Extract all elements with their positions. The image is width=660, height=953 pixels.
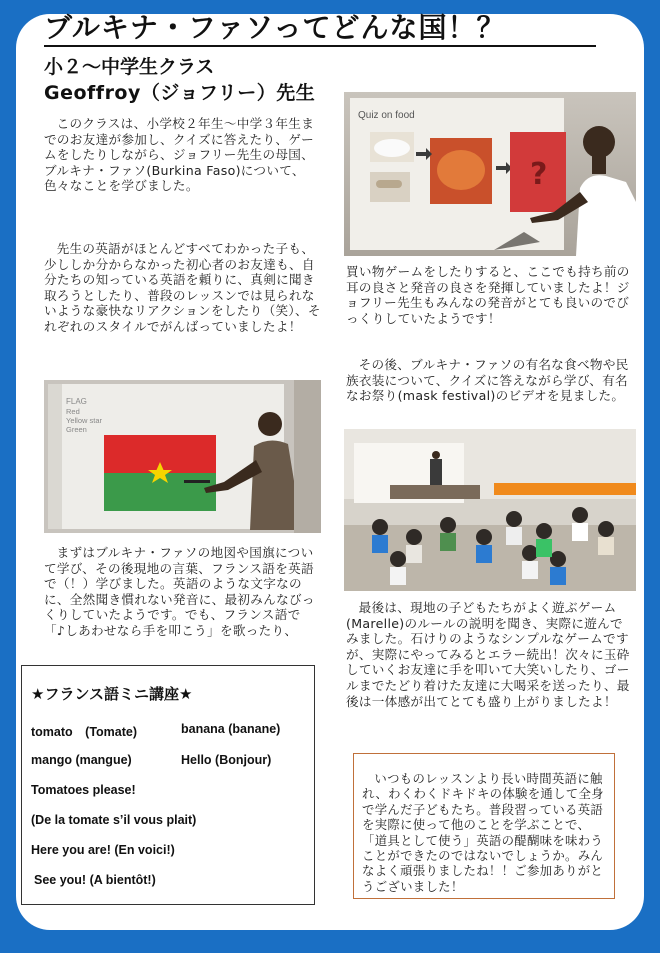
title-underline: [44, 45, 596, 47]
mini-lesson-tomatoes-please: Tomatoes please!: [31, 783, 136, 797]
intro-paragraph-2: 先生の英語がほとんどすべてわかった子も、少ししか分からなかった初心者のお友達も、自分たちの知っている英語を頼りに、真剣に聞き取ろうとしたり、普段のレッスンでは見られないような豪快なリアクションをしたり（笑）、それぞれのスタイルでがんばっていましたよ！: [44, 241, 321, 334]
mini-lesson-see-you: See you! (A bientôt!): [34, 873, 156, 887]
shopping-paragraph-2: その後、ブルキナ・ファソの有名な食べ物や民族衣装について、クイズに答えながら学び、有名なお祭り(mask festival)のビデオを見ました。: [346, 357, 629, 404]
shopping-paragraph-1: 買い物ゲームをしたりすると、ここでも持ち前の耳の良さと発音の良さを発揮していましたよ！ジョフリー先生もみんなの発音がとても良いのでびっくりしていたようです！: [346, 264, 630, 326]
flag-slide-line-2: Yellow star: [66, 416, 102, 425]
mini-lesson-here-you-are: Here you are! (En voici!): [31, 843, 175, 857]
french-mini-lesson-box: [21, 665, 315, 905]
mini-lesson-tomato: tomato (Tomate): [31, 725, 138, 739]
photo-group-game: [344, 429, 636, 591]
flag-slide-title: FLAG: [66, 397, 87, 406]
game-paragraph: 最後は、現地の子どもたちがよく遊ぶゲーム(Marelle)のルールの説明を聞き、実際に遊んでみました。石けりのようなシンプルなゲームですが、実際にやってみるとエラー続出！次々に玉砕していくお友達に手を叩いて大笑いしたり、ゴールまでたどり着けた友達に大喝采を送ったり、最後は一体感が出てとても盛り上がりましたよ！: [346, 600, 630, 709]
food-slide-question-mark: ?: [530, 157, 548, 192]
flag-slide-line-1: Red: [66, 407, 80, 416]
food-slide-title: Quiz on food: [358, 110, 415, 121]
teacher-name: Geoffroy（ジョフリー）先生: [44, 82, 316, 104]
class-name: 小２～中学生クラス: [44, 56, 215, 78]
flag-paragraph: まずはブルキナ・ファソの地図や国旗について学び、その後現地の言葉、フランス語を英語で（！）学びました。英語のような文字なのに、全然聞き慣れない発音に、最初みんなびっくりしていたようです。でも、フランス語で「♪しあわせなら手を叩こう」を歌ったり、: [44, 545, 315, 638]
page-title: ブルキナ・ファソってどんな国！？: [44, 11, 506, 44]
mini-lesson-mango: mango (mangue): [31, 753, 132, 767]
mini-lesson-heading: ★フランス語ミニ講座★: [31, 685, 193, 703]
mini-lesson-tomatoes-please-fr: (De la tomate s’il vous plait): [31, 813, 197, 827]
intro-paragraph-1: このクラスは、小学校２年生～中学３年生までのお友達が参加し、クイズに答えたり、ゲームをしたりしながら、ジョフリー先生の母国、ブルキナ・ファソ(Burkina Faso)について、色々なことを学びました。: [44, 116, 315, 194]
closing-text: いつものレッスンより長い時間英語に触れ、わくわくドキドキの体験を通して全身で学んだ子どもたち。普段習っている英語を実際に使って他のことを学ぶことで、「道具として使う」英語の醍醐味を味わうことができたのではないでしょうか。みんなよく頑張りましたね！！ご参加ありがとうございました！: [362, 771, 604, 894]
closing-message-box: [353, 753, 615, 899]
photo-flag-lesson: [44, 380, 321, 533]
mini-lesson-hello: Hello (Bonjour): [181, 753, 272, 767]
flag-slide-line-3: Green: [66, 425, 87, 434]
photo-food-quiz: [344, 92, 636, 256]
mini-lesson-banana: banana (banane): [181, 722, 281, 736]
